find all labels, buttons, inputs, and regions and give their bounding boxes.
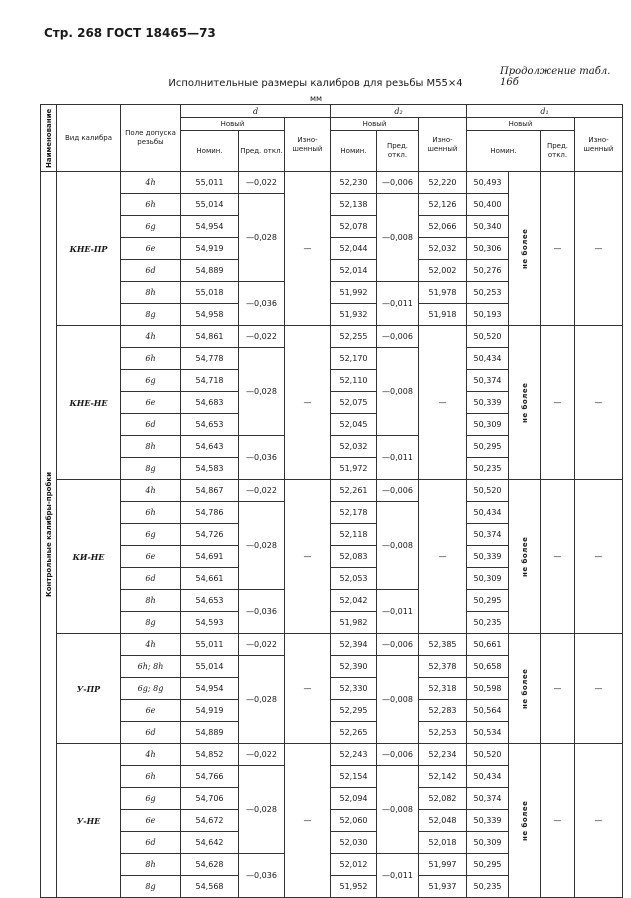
d-nominal: 54,593 xyxy=(181,612,239,634)
d1-ne-bolee: не более xyxy=(509,480,541,634)
d-nominal: 54,628 xyxy=(181,854,239,876)
d-deviation: —0,036 xyxy=(239,436,285,480)
d2-worn: — xyxy=(419,480,467,634)
header-d: d xyxy=(181,105,331,118)
d1-worn: — xyxy=(575,744,623,898)
d-nominal: 54,954 xyxy=(181,678,239,700)
d-deviation: —0,036 xyxy=(239,854,285,898)
d-nominal: 54,706 xyxy=(181,788,239,810)
d-nominal: 54,778 xyxy=(181,348,239,370)
d1-worn: — xyxy=(575,172,623,326)
d1-nominal: 50,235 xyxy=(467,876,509,898)
gauge-dimensions-table xyxy=(40,104,623,898)
d1-nominal: 50,253 xyxy=(467,282,509,304)
d-deviation: —0,022 xyxy=(239,172,285,194)
d-nominal: 55,014 xyxy=(181,656,239,678)
d2-worn: 51,918 xyxy=(419,304,467,326)
tolerance-field: 8h xyxy=(121,590,181,612)
side-label-cell: Контрольные калибры-пробки xyxy=(41,172,57,898)
d1-worn: — xyxy=(575,480,623,634)
d1-nominal: 50,598 xyxy=(467,678,509,700)
d2-deviation: —0,006 xyxy=(377,326,419,348)
d-nominal: 54,568 xyxy=(181,876,239,898)
d2-worn: 52,002 xyxy=(419,260,467,282)
d-nominal: 54,653 xyxy=(181,590,239,612)
d2-nominal: 51,972 xyxy=(331,458,377,480)
d-nominal: 54,642 xyxy=(181,832,239,854)
d-worn: — xyxy=(285,744,331,898)
d2-worn: 52,018 xyxy=(419,832,467,854)
d2-nominal: 52,138 xyxy=(331,194,377,216)
d2-nominal: 52,110 xyxy=(331,370,377,392)
gauge-name: У-НЕ xyxy=(57,744,121,898)
d1-nominal: 50,193 xyxy=(467,304,509,326)
tolerance-field: 6e xyxy=(121,810,181,832)
d1-nominal: 50,434 xyxy=(467,502,509,524)
d2-worn: 52,234 xyxy=(419,744,467,766)
d-nominal: 54,867 xyxy=(181,480,239,502)
d2-deviation: —0,006 xyxy=(377,172,419,194)
d2-nominal: 52,390 xyxy=(331,656,377,678)
d2-nominal: 52,032 xyxy=(331,436,377,458)
header-d1-iznosh: Изно- шенный xyxy=(575,118,623,172)
d2-nominal: 52,243 xyxy=(331,744,377,766)
d2-nominal: 52,053 xyxy=(331,568,377,590)
d1-nominal: 50,340 xyxy=(467,216,509,238)
d2-deviation: —0,008 xyxy=(377,502,419,590)
d-nominal: 54,726 xyxy=(181,524,239,546)
d1-nominal: 50,235 xyxy=(467,612,509,634)
d-nominal: 55,011 xyxy=(181,634,239,656)
header-d1-novyi: Новый xyxy=(467,118,575,131)
d-deviation: —0,028 xyxy=(239,502,285,590)
tolerance-field: 8g xyxy=(121,458,181,480)
d-nominal: 54,583 xyxy=(181,458,239,480)
d1-deviation: — xyxy=(541,634,575,744)
d-nominal: 54,919 xyxy=(181,700,239,722)
tolerance-field: 6e xyxy=(121,700,181,722)
d2-worn: 52,220 xyxy=(419,172,467,194)
header-d-pred: Пред. откл. xyxy=(239,131,285,172)
d2-nominal: 52,330 xyxy=(331,678,377,700)
d1-nominal: 50,374 xyxy=(467,788,509,810)
header-d1-nomin: Номин. xyxy=(467,131,541,172)
d1-nominal: 50,235 xyxy=(467,458,509,480)
d-nominal: 54,889 xyxy=(181,260,239,282)
d2-worn: 52,283 xyxy=(419,700,467,722)
d2-nominal: 51,932 xyxy=(331,304,377,326)
d2-worn: 51,997 xyxy=(419,854,467,876)
d-nominal: 54,683 xyxy=(181,392,239,414)
d1-nominal: 50,276 xyxy=(467,260,509,282)
d2-worn: 52,378 xyxy=(419,656,467,678)
d2-nominal: 52,118 xyxy=(331,524,377,546)
d-nominal: 55,018 xyxy=(181,282,239,304)
d2-nominal: 52,230 xyxy=(331,172,377,194)
tolerance-field: 6e xyxy=(121,546,181,568)
gauge-name: КНЕ-ПР xyxy=(57,172,121,326)
d-deviation: —0,028 xyxy=(239,194,285,282)
d-nominal: 54,718 xyxy=(181,370,239,392)
tolerance-field: 6e xyxy=(121,238,181,260)
d1-nominal: 50,520 xyxy=(467,480,509,502)
d1-nominal: 50,400 xyxy=(467,194,509,216)
d-nominal: 54,661 xyxy=(181,568,239,590)
page-header-right: Продолжение табл. 16б xyxy=(500,66,611,88)
d2-worn: 51,937 xyxy=(419,876,467,898)
d1-ne-bolee: не более xyxy=(509,744,541,898)
d-nominal: 54,643 xyxy=(181,436,239,458)
d2-nominal: 52,030 xyxy=(331,832,377,854)
d1-ne-bolee: не более xyxy=(509,326,541,480)
d1-nominal: 50,309 xyxy=(467,568,509,590)
table-unit: мм xyxy=(310,94,323,103)
d-deviation: —0,022 xyxy=(239,326,285,348)
d2-worn: — xyxy=(419,326,467,480)
tolerance-field: 6d xyxy=(121,722,181,744)
header-pole-dopuska: Поле допуска резьбы xyxy=(121,105,181,172)
d2-worn: 52,126 xyxy=(419,194,467,216)
d-deviation: —0,036 xyxy=(239,590,285,634)
header-d2-iznosh: Изно- шенный xyxy=(419,118,467,172)
d1-deviation: — xyxy=(541,744,575,898)
tolerance-field: 6d xyxy=(121,260,181,282)
d2-nominal: 52,075 xyxy=(331,392,377,414)
d-nominal: 55,014 xyxy=(181,194,239,216)
tolerance-field: 8h xyxy=(121,282,181,304)
gauge-name: КНЕ-НЕ xyxy=(57,326,121,480)
d2-deviation: —0,011 xyxy=(377,854,419,898)
d1-nominal: 50,493 xyxy=(467,172,509,194)
d1-nominal: 50,658 xyxy=(467,656,509,678)
header-d2: d₂ xyxy=(331,105,467,118)
table-body xyxy=(41,172,623,898)
d-deviation: —0,022 xyxy=(239,744,285,766)
d1-nominal: 50,309 xyxy=(467,414,509,436)
d1-deviation: — xyxy=(541,480,575,634)
d1-nominal: 50,564 xyxy=(467,700,509,722)
d2-worn: 52,066 xyxy=(419,216,467,238)
d1-nominal: 50,434 xyxy=(467,766,509,788)
d-nominal: 54,919 xyxy=(181,238,239,260)
d-nominal: 54,786 xyxy=(181,502,239,524)
d2-deviation: —0,006 xyxy=(377,634,419,656)
d2-nominal: 52,060 xyxy=(331,810,377,832)
d1-deviation: — xyxy=(541,326,575,480)
table-row xyxy=(41,326,623,348)
tolerance-field: 4h xyxy=(121,326,181,348)
d1-nominal: 50,295 xyxy=(467,590,509,612)
d-worn: — xyxy=(285,326,331,480)
d-nominal: 54,958 xyxy=(181,304,239,326)
d-deviation: —0,028 xyxy=(239,766,285,854)
d2-nominal: 52,083 xyxy=(331,546,377,568)
d1-ne-bolee: не более xyxy=(509,634,541,744)
d-deviation: —0,028 xyxy=(239,656,285,744)
d1-nominal: 50,534 xyxy=(467,722,509,744)
d2-deviation: —0,011 xyxy=(377,590,419,634)
header-d2-pred: Пред. откл. xyxy=(377,131,419,172)
d1-ne-bolee: не более xyxy=(509,172,541,326)
d1-nominal: 50,309 xyxy=(467,832,509,854)
d2-nominal: 52,094 xyxy=(331,788,377,810)
d2-worn: 52,142 xyxy=(419,766,467,788)
header-d1-pred: Пред. откл. xyxy=(541,131,575,172)
d2-nominal: 52,255 xyxy=(331,326,377,348)
d-nominal: 54,691 xyxy=(181,546,239,568)
d1-nominal: 50,306 xyxy=(467,238,509,260)
d2-deviation: —0,011 xyxy=(377,436,419,480)
header-d1: d₁ xyxy=(467,105,623,118)
d-nominal: 54,861 xyxy=(181,326,239,348)
d-deviation: —0,022 xyxy=(239,480,285,502)
d2-nominal: 52,042 xyxy=(331,590,377,612)
table-row xyxy=(41,744,623,766)
d1-nominal: 50,339 xyxy=(467,810,509,832)
tolerance-field: 8h xyxy=(121,854,181,876)
d1-nominal: 50,661 xyxy=(467,634,509,656)
tolerance-field: 6d xyxy=(121,414,181,436)
tolerance-field: 6g xyxy=(121,524,181,546)
tolerance-field: 8g xyxy=(121,304,181,326)
d1-deviation: — xyxy=(541,172,575,326)
table-title: Исполнительные размеры калибров для резьбы М55×4 xyxy=(168,78,463,89)
tolerance-field: 6h xyxy=(121,502,181,524)
d2-nominal: 52,012 xyxy=(331,854,377,876)
tolerance-field: 8g xyxy=(121,876,181,898)
d-nominal: 54,653 xyxy=(181,414,239,436)
d-worn: — xyxy=(285,172,331,326)
header-vid-kalibra: Вид калибра xyxy=(57,105,121,172)
d2-nominal: 52,045 xyxy=(331,414,377,436)
tolerance-field: 4h xyxy=(121,634,181,656)
d2-deviation: —0,008 xyxy=(377,194,419,282)
d1-nominal: 50,520 xyxy=(467,744,509,766)
d-deviation: —0,036 xyxy=(239,282,285,326)
tolerance-field: 6h xyxy=(121,348,181,370)
d-worn: — xyxy=(285,634,331,744)
d2-deviation: —0,011 xyxy=(377,282,419,326)
page-header-left: Стр. 268 ГОСТ 18465—73 xyxy=(44,26,216,40)
d-deviation: —0,028 xyxy=(239,348,285,436)
tolerance-field: 8h xyxy=(121,436,181,458)
d2-worn: 51,978 xyxy=(419,282,467,304)
d2-deviation: —0,006 xyxy=(377,744,419,766)
d2-deviation: —0,008 xyxy=(377,766,419,854)
d2-worn: 52,318 xyxy=(419,678,467,700)
tolerance-field: 8g xyxy=(121,612,181,634)
d2-nominal: 52,261 xyxy=(331,480,377,502)
d2-nominal: 52,170 xyxy=(331,348,377,370)
d2-worn: 52,082 xyxy=(419,788,467,810)
d-nominal: 54,766 xyxy=(181,766,239,788)
d1-nominal: 50,295 xyxy=(467,436,509,458)
d1-nominal: 50,434 xyxy=(467,348,509,370)
d2-nominal: 52,178 xyxy=(331,502,377,524)
d2-worn: 52,385 xyxy=(419,634,467,656)
tolerance-field: 6g xyxy=(121,216,181,238)
table-row xyxy=(41,172,623,194)
tolerance-field: 4h xyxy=(121,172,181,194)
tolerance-field: 6g xyxy=(121,370,181,392)
table-row xyxy=(41,480,623,502)
d2-worn: 52,032 xyxy=(419,238,467,260)
tolerance-field: 6g; 8g xyxy=(121,678,181,700)
tolerance-field: 6g xyxy=(121,788,181,810)
d1-nominal: 50,374 xyxy=(467,524,509,546)
d2-nominal: 51,992 xyxy=(331,282,377,304)
tolerance-field: 6d xyxy=(121,832,181,854)
d1-worn: — xyxy=(575,326,623,480)
d-nominal: 54,889 xyxy=(181,722,239,744)
tolerance-field: 6d xyxy=(121,568,181,590)
d1-nominal: 50,295 xyxy=(467,854,509,876)
d2-deviation: —0,008 xyxy=(377,656,419,744)
d-nominal: 54,954 xyxy=(181,216,239,238)
d1-nominal: 50,520 xyxy=(467,326,509,348)
d2-deviation: —0,008 xyxy=(377,348,419,436)
gauge-name: КИ-НЕ xyxy=(57,480,121,634)
tolerance-field: 6h; 8h xyxy=(121,656,181,678)
d2-nominal: 51,952 xyxy=(331,876,377,898)
d-worn: — xyxy=(285,480,331,634)
d2-nominal: 52,295 xyxy=(331,700,377,722)
header-d2-nomin: Номин. xyxy=(331,131,377,172)
tolerance-field: 4h xyxy=(121,744,181,766)
d1-worn: — xyxy=(575,634,623,744)
table-row xyxy=(41,634,623,656)
d2-nominal: 52,044 xyxy=(331,238,377,260)
d2-nominal: 51,982 xyxy=(331,612,377,634)
d2-nominal: 52,394 xyxy=(331,634,377,656)
header-naimenovanie: Наименование xyxy=(41,105,57,172)
d-nominal: 55,011 xyxy=(181,172,239,194)
header-d2-novyi: Новый xyxy=(331,118,419,131)
d2-worn: 52,253 xyxy=(419,722,467,744)
d1-nominal: 50,339 xyxy=(467,546,509,568)
d2-nominal: 52,014 xyxy=(331,260,377,282)
gauge-name: У-ПР xyxy=(57,634,121,744)
d2-nominal: 52,078 xyxy=(331,216,377,238)
header-d-iznosh: Изно- шенный xyxy=(285,118,331,172)
tolerance-field: 6h xyxy=(121,766,181,788)
d-deviation: —0,022 xyxy=(239,634,285,656)
d1-nominal: 50,374 xyxy=(467,370,509,392)
tolerance-field: 6h xyxy=(121,194,181,216)
d2-nominal: 52,154 xyxy=(331,766,377,788)
d2-deviation: —0,006 xyxy=(377,480,419,502)
d1-nominal: 50,339 xyxy=(467,392,509,414)
tolerance-field: 4h xyxy=(121,480,181,502)
d-nominal: 54,852 xyxy=(181,744,239,766)
d-nominal: 54,672 xyxy=(181,810,239,832)
d2-worn: 52,048 xyxy=(419,810,467,832)
tolerance-field: 6e xyxy=(121,392,181,414)
header-d-nomin: Номин. xyxy=(181,131,239,172)
d2-nominal: 52,265 xyxy=(331,722,377,744)
header-d-novyi: Новый xyxy=(181,118,285,131)
